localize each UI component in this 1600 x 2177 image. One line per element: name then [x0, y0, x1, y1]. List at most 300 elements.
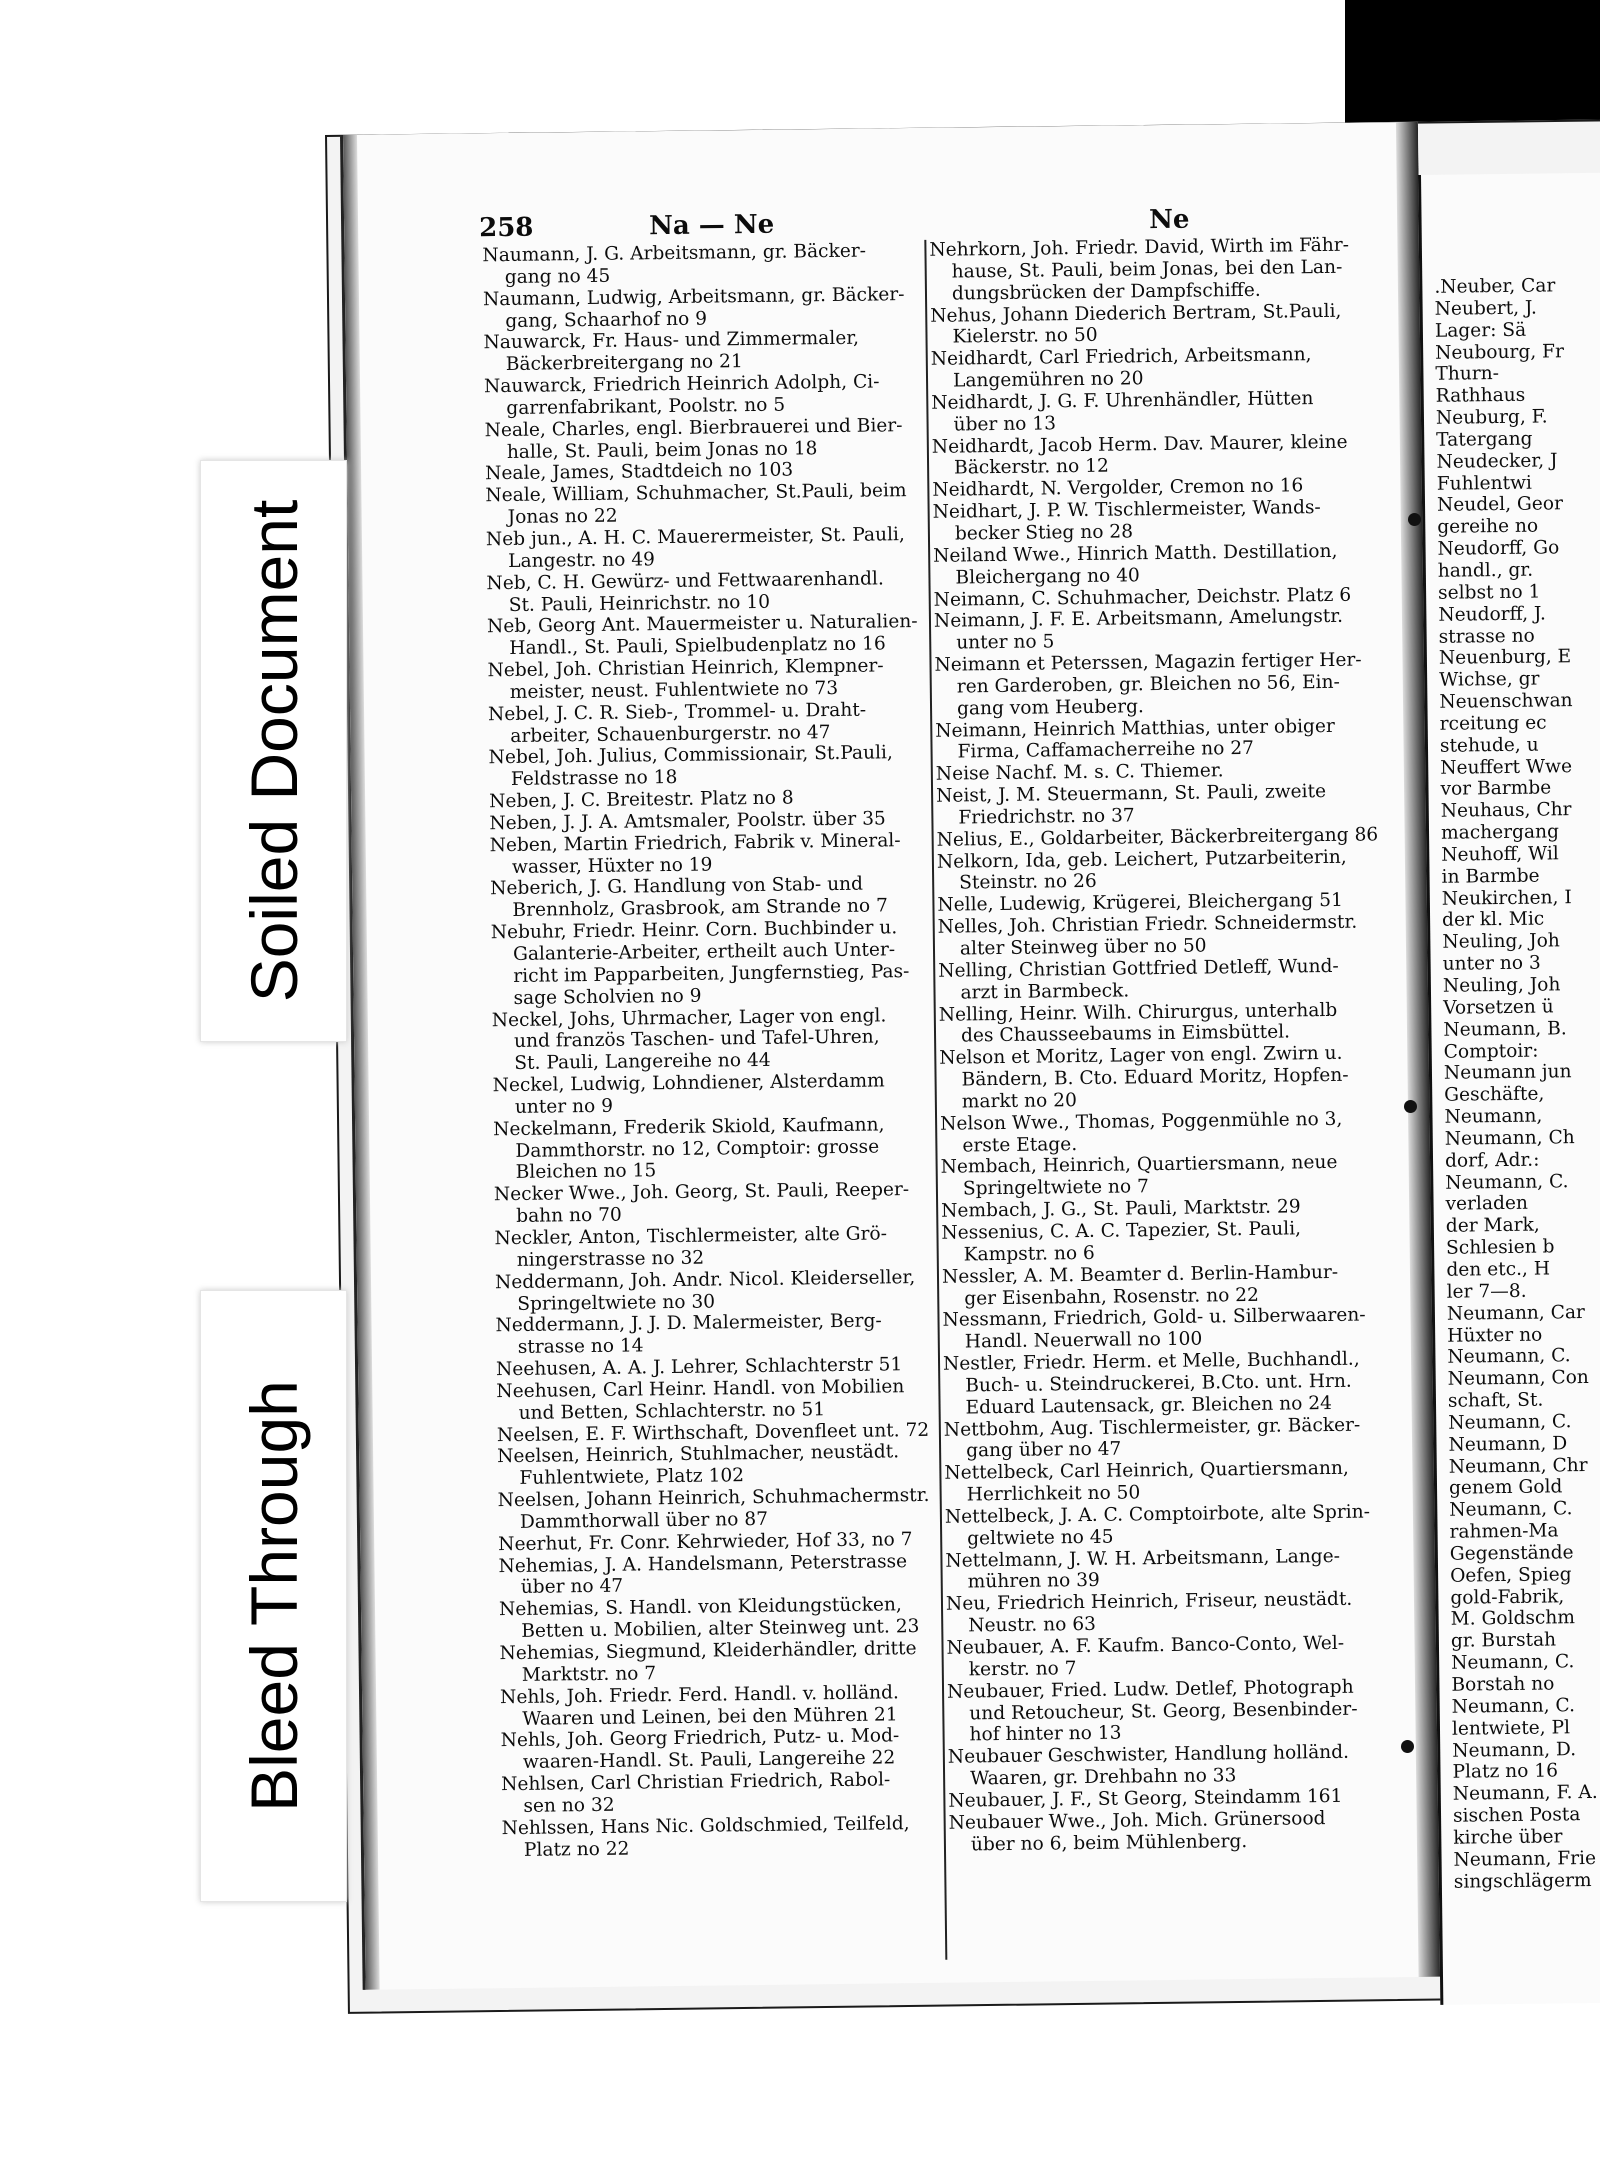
entry-name-line: Neimann, J. F. E. Arbeitsmann, Amelungstr. [933, 606, 1344, 633]
partial-entry-line: Neuenburg, E [1438, 646, 1572, 670]
partial-entry-line: Neumann, C. [1447, 1345, 1571, 1369]
partial-entry-line: selbst no 1 [1437, 581, 1541, 604]
entry-name-line: Nehus, Johann Diederich Bertram, St.Pauli, [930, 300, 1342, 327]
entry-name-line: Nelson Wwe., Thomas, Poggenmühle no 3, [939, 1108, 1343, 1135]
entry-continuation-line: Kielerstr. no 50 [952, 325, 1098, 348]
entry-continuation-line: gang, Schaarhof no 9 [505, 308, 708, 332]
entry-name-line: Neu, Friedrich Heinrich, Friseur, neustädt. [945, 1589, 1353, 1616]
directory-entry [495, 1266, 946, 1315]
partial-entry-line: Neumann, [1444, 1105, 1543, 1128]
entry-continuation-line: hause, St. Pauli, beim Jonas, bei den Lan- [951, 256, 1343, 283]
partial-entry-line: singschlägerm [1453, 1869, 1592, 1893]
directory-entry [945, 1501, 1400, 1550]
directory-entry [488, 698, 939, 747]
directory-entry [494, 1179, 945, 1228]
entry-continuation-line: Waaren und Leinen, bei den Mühren 21 [522, 1703, 898, 1730]
entry-continuation-line: markt no 20 [961, 1089, 1077, 1113]
entry-name-line: Neberich, J. G. Handlung von Stab- und [490, 874, 864, 900]
partial-entry-line: Neudorff, J. [1438, 603, 1547, 626]
partial-entry-line: verladen [1445, 1193, 1529, 1216]
entry-continuation-line: becker Stieg no 28 [954, 521, 1134, 545]
partial-entry-line: unter no 3 [1442, 952, 1541, 975]
partial-entry-line: Neumann, C. [1445, 1170, 1569, 1194]
entry-continuation-line: Handl., St. Pauli, Spielbudenplatz no 16 [509, 633, 886, 660]
entry-continuation-line: kerstr. no 7 [968, 1657, 1077, 1681]
entry-name-line: Nehemias, Siegmund, Kleiderhändler, dritte [499, 1638, 917, 1665]
partial-entry-line: Gegenstände [1449, 1542, 1574, 1565]
partial-entry-line: Neubert, J. [1434, 297, 1538, 320]
entry-name-line: Nettelbeck, Carl Heinrich, Quartiersmann, [944, 1458, 1349, 1484]
directory-entry [501, 1725, 952, 1774]
partial-entry-line: gr. Burstah [1450, 1629, 1557, 1653]
entry-continuation-line: hof hinter no 13 [969, 1722, 1122, 1746]
entry-continuation-line: über no 6, beim Mühlenberg. [970, 1830, 1248, 1856]
entry-continuation-line: meister, neust. Fuhlentwiete no 73 [509, 677, 839, 703]
partial-entry-line: Vorsetzen ü [1443, 996, 1554, 1019]
partial-entry-line: dorf, Adr.: [1444, 1149, 1540, 1172]
directory-entry [947, 1676, 1403, 1747]
entry-name-line: Neubauer, Fried. Ludw. Detlef, Photograph [946, 1676, 1354, 1703]
directory-entry [487, 655, 938, 704]
directory-entry [937, 846, 1392, 895]
directory-entry [949, 1807, 1404, 1856]
entry-continuation-line: Bleichergang no 40 [955, 564, 1140, 589]
entry-name-line: Nettelbeck, J. A. C. Comptoirbote, alte Sprin- [944, 1501, 1371, 1528]
directory-entry [945, 1545, 1400, 1594]
partial-entry-line: Neumann, C. [1451, 1651, 1575, 1674]
binding-hole [1404, 1100, 1417, 1113]
entry-continuation-line: Fuhlentwiete, Platz 102 [519, 1465, 745, 1490]
directory-entry [943, 1348, 1399, 1419]
partial-entry-line: Fuhlentwi [1436, 472, 1533, 495]
partial-entry-line: Neuhaus, Chr [1440, 799, 1572, 823]
partial-entry-line: lentwiete, Pl [1451, 1716, 1571, 1740]
directory-entry [936, 780, 1391, 829]
directory-entry [931, 387, 1386, 436]
entry-continuation-line: Bäckerbreitergang no 21 [505, 351, 743, 376]
entry-continuation-line: ren Garderoben, gr. Bleichen no 56, Ein- [956, 671, 1340, 698]
partial-entry-line: Neukirchen, I [1441, 886, 1572, 910]
partial-entry-line: Neumann, Chr [1448, 1454, 1588, 1478]
partial-entry-line: Neuhoff, Wil [1441, 843, 1559, 866]
running-head-left: Na — Ne [648, 209, 775, 242]
partial-entry-line: Neumann, C. [1451, 1695, 1576, 1718]
partial-entry-line: Neudel, Geor [1436, 493, 1564, 517]
running-head-right: Ne [1148, 204, 1190, 236]
partial-entry-line: Neumann jun [1443, 1061, 1572, 1085]
directory-entry [938, 955, 1393, 1004]
entry-name-line: Nessmann, Friedrich, Gold- u. Silberwaaren- [942, 1304, 1366, 1332]
entry-name-line: Neelsen, Heinrich, Stuhlmacher, neustädt. [497, 1441, 900, 1468]
entry-continuation-line: ger Eisenbahn, Rosenstr. no 22 [964, 1284, 1260, 1309]
partial-entry-line: ler 7—8. [1446, 1280, 1527, 1303]
entry-name-line: Neale, James, Stadtdeich no 103 [485, 459, 794, 485]
entry-name-line: Nehemias, J. A. Handelsmann, Peterstrasse [498, 1550, 908, 1577]
partial-entry-line: Wichse, gr [1439, 668, 1540, 691]
partial-entry-line: gereihe no [1437, 515, 1539, 539]
directory-column-partial [1434, 275, 1599, 1893]
directory-entry [485, 480, 936, 529]
entry-continuation-line: Brennholz, Grasbrook, am Strande no 7 [512, 895, 888, 922]
entry-name-line: Neise Nachf. M. s. C. Thiemer. [935, 760, 1224, 786]
entry-continuation-line: Kampstr. no 6 [963, 1242, 1095, 1266]
entry-name-line: Nehlssen, Hans Nic. Goldschmied, Teilfeld, [501, 1812, 910, 1839]
entry-continuation-line: Betten u. Mobilien, alter Steinweg unt. 23 [521, 1616, 920, 1643]
partial-entry-line: Neuffert Wwe [1440, 755, 1573, 779]
entry-name-line: Nauwarck, Fr. Haus- und Zimmermaler, [483, 328, 860, 354]
partial-entry-line: strasse no [1438, 625, 1535, 648]
partial-entry-line: rahmen-Ma [1449, 1520, 1559, 1543]
entry-continuation-line: waaren-Handl. St. Pauli, Langereihe 22 [522, 1747, 896, 1774]
entry-continuation-line: bahn no 70 [516, 1204, 622, 1228]
partial-entry-line: Borstah no [1451, 1673, 1555, 1696]
directory-entry [499, 1638, 950, 1687]
directory-entry [930, 300, 1385, 349]
entry-name-line: Nauwarck, Friedrich Heinrich Adolph, Ci- [483, 371, 880, 398]
entry-continuation-line: mühren no 39 [967, 1570, 1100, 1593]
partial-entry-line: Neuling, Joh [1442, 974, 1561, 997]
entry-continuation-line: garrenfabrikant, Poolstr. no 5 [506, 394, 786, 419]
directory-entry [944, 1457, 1399, 1506]
entry-name-line: Neckelmann, Frederik Skiold, Kaufmann, [493, 1114, 885, 1140]
entry-name-line: Neale, Charles, engl. Bierbrauerei und Bier- [484, 414, 903, 442]
soiled-document-label [200, 460, 347, 1042]
entry-continuation-line: unter no 5 [956, 631, 1055, 654]
directory-entry [933, 496, 1388, 545]
entry-name-line: Neubauer Geschwister, Handlung holländ. [947, 1742, 1350, 1768]
entry-continuation-line: Bäckerstr. no 12 [953, 456, 1109, 479]
entry-continuation-line: Steinstr. no 26 [959, 871, 1097, 894]
entry-continuation-line: Marktstr. no 7 [521, 1663, 657, 1686]
entry-continuation-line: geltwiete no 45 [967, 1526, 1114, 1550]
entry-name-line: Nestler, Friedr. Herm. et Melle, Buchhandl., [942, 1348, 1360, 1375]
entry-name-line: Nelle, Ludewig, Krügerei, Bleichergang 51 [937, 890, 1343, 917]
directory-entry [490, 873, 941, 922]
partial-entry-line: Neumann, Frie [1453, 1847, 1597, 1871]
entry-continuation-line: Bleichen no 15 [515, 1160, 657, 1184]
partial-entry-line: Hüxter no [1447, 1324, 1543, 1347]
directory-entry [500, 1681, 951, 1730]
directory-entry [501, 1769, 952, 1818]
directory-entry [934, 649, 1390, 720]
entry-name-line: Neidhardt, Carl Friedrich, Arbeitsmann, [930, 344, 1312, 371]
entry-continuation-line: Firma, Caffamacherreihe no 27 [957, 738, 1255, 763]
partial-entry-line: Neumann, C. [1449, 1498, 1573, 1521]
partial-entry-line: kirche über [1453, 1826, 1563, 1849]
directory-entry [491, 917, 942, 1010]
entry-continuation-line: Springeltwiete no 7 [962, 1176, 1149, 1200]
entry-name-line: Naumann, Ludwig, Arbeitsmann, gr. Bäcker- [482, 283, 905, 310]
partial-entry-line: Platz no 16 [1452, 1760, 1559, 1784]
directory-entry [931, 343, 1386, 392]
entry-continuation-line: Buch- u. Steindruckerei, B.Cto. unt. Hrn. [965, 1370, 1352, 1397]
partial-entry-line: gold-Fabrik, [1450, 1585, 1565, 1609]
partial-entry-line: Neumann, Ch [1444, 1127, 1575, 1150]
partial-entry-line: machergang [1440, 821, 1560, 844]
entry-continuation-line: Neustr. no 63 [968, 1614, 1097, 1637]
directory-entry [483, 327, 934, 376]
entry-continuation-line: St. Pauli, Heinrichstr. no 10 [508, 591, 771, 616]
partial-entry-line: Neumann, Con [1447, 1367, 1589, 1390]
entry-continuation-line: arzt in Barmbeck. [960, 980, 1130, 1004]
partial-entry-line: Thurn- [1435, 363, 1500, 386]
entry-continuation-line: wasser, Hüxter no 19 [511, 854, 713, 878]
partial-entry-line: Neumann, F. A. [1452, 1782, 1598, 1805]
entry-name-line: Neelsen, Johann Heinrich, Schuhmachermstr. [497, 1484, 930, 1512]
partial-entry-line: vor Barmbe [1440, 777, 1552, 801]
partial-entry-line: Lager: Sä [1434, 319, 1527, 342]
entry-continuation-line: gang no 45 [504, 265, 611, 288]
partial-entry-line: rceitung ec [1439, 712, 1547, 735]
partial-entry-line: stehude, u [1439, 734, 1539, 757]
entry-name-line: Nelling, Heinr. Wilh. Chirurgus, unterhalb [938, 999, 1338, 1026]
directory-entry [946, 1588, 1401, 1637]
entry-name-line: Neimann et Peterssen, Magazin fertiger Her- [934, 649, 1362, 676]
directory-entry [940, 1108, 1395, 1157]
directory-entry [494, 1223, 945, 1272]
entry-name-line: Neckel, Johs, Uhrmacher, Lager von engl. [491, 1004, 887, 1031]
directory-entry [499, 1594, 950, 1643]
entry-name-line: Neckler, Anton, Tischlermeister, alte Grö- [494, 1223, 888, 1250]
partial-entry-line: den etc., H [1446, 1258, 1551, 1281]
entry-name-line: Neubauer Wwe., Joh. Mich. Grünersood [948, 1807, 1326, 1834]
partial-entry-line: Comptoir: [1443, 1040, 1539, 1063]
entry-continuation-line: Springeltwiete no 30 [517, 1291, 716, 1315]
partial-entry-line: Tatergang [1436, 428, 1533, 451]
directory-entry [941, 1152, 1396, 1201]
entry-name-line: Neidhart, J. P. W. Tischlermeister, Wands- [932, 497, 1321, 523]
entry-name-line: Nehlsen, Carl Christian Friedrich, Rabol- [501, 1769, 891, 1796]
entry-continuation-line: Jonas no 22 [507, 505, 618, 529]
partial-entry-line: Neumann, D. [1452, 1738, 1577, 1762]
entry-name-line: Nettelmann, J. W. H. Arbeitsmann, Lange- [945, 1545, 1341, 1572]
partial-entry-line: handl., gr. [1437, 559, 1534, 582]
entry-continuation-line: und französ Taschen- und Tafel-Uhren, [513, 1026, 880, 1053]
directory-entry [496, 1376, 947, 1425]
entry-name-line: Nebel, Joh. Julius, Commissionair, St.Pauli, [488, 742, 893, 769]
directory-column-right [929, 234, 1404, 1856]
entry-name-line: Nehrkorn, Joh. Friedr. David, Wirth im Fähr- [929, 234, 1350, 261]
entry-name-line: Nembach, J. G., St. Pauli, Marktstr. 29 [941, 1196, 1301, 1222]
entry-name-line: Neben, J. C. Breitestr. Platz no 8 [489, 787, 794, 813]
bleed-through-label-text: Bleed Through [236, 1380, 311, 1812]
entry-name-line: Necker Wwe., Joh. Georg, St. Pauli, Reeper- [493, 1179, 910, 1206]
page-number: 258 [478, 212, 534, 244]
entry-continuation-line: Eduard Lautensack, gr. Bleichen no 24 [965, 1392, 1333, 1419]
directory-entry [498, 1485, 949, 1534]
entry-name-line: Nelkorn, Ida, geb. Leichert, Putzarbeiterin, [936, 846, 1347, 873]
directory-entry [484, 415, 935, 464]
entry-continuation-line: St. Pauli, Langereihe no 44 [514, 1050, 771, 1075]
directory-entry [939, 1042, 1395, 1113]
directory-entry [942, 1261, 1397, 1310]
directory-entry [942, 1305, 1397, 1354]
entry-name-line: Naumann, J. G. Arbeitsmann, gr. Bäcker- [482, 240, 867, 267]
entry-name-line: Nessler, A. M. Beamter d. Berlin-Hambur- [941, 1261, 1339, 1288]
entry-name-line: Neb, Georg Ant. Mauermeister u. Naturalien- [486, 611, 918, 638]
directory-entry [502, 1812, 953, 1861]
bleed-through-label [200, 1290, 347, 1902]
entry-name-line: Neckel, Ludwig, Lohndiener, Alsterdamm [492, 1070, 885, 1097]
entry-name-line: Neben, J. J. A. Amtsmaler, Poolstr. über 35 [489, 808, 886, 835]
entry-continuation-line: und Retoucheur, St. Georg, Besenbinder- [969, 1698, 1358, 1724]
entry-name-line: Neist, J. M. Steuermann, St. Pauli, zweite [935, 781, 1327, 807]
directory-entry [492, 1004, 943, 1075]
entry-name-line: Nebel, Joh. Christian Heinrich, Klempner- [487, 655, 884, 682]
partial-entry-line: Rathhaus [1435, 384, 1526, 408]
entry-continuation-line: Feldstrasse no 18 [510, 767, 678, 791]
directory-entry [939, 999, 1394, 1048]
partial-entry-line: der kl. Mic [1441, 908, 1545, 932]
entry-continuation-line: Handl. Neuerwall no 100 [964, 1328, 1203, 1353]
entry-name-line: Neelsen, E. F. Wirthschaft, Dovenfleet unt. 72 [496, 1419, 930, 1446]
directory-entry [493, 1113, 944, 1184]
entry-name-line: Neddermann, Joh. Andr. Nicol. Kleiderseller, [494, 1266, 916, 1293]
entry-continuation-line: unter no 9 [514, 1095, 614, 1118]
directory-entry [941, 1217, 1396, 1266]
directory-entry [948, 1741, 1403, 1790]
directory-column-left [482, 240, 952, 1862]
partial-entry-line: der Mark, [1445, 1214, 1540, 1238]
entry-name-line: Nelius, E., Goldarbeiter, Bäckerbreitergang 86 [936, 824, 1379, 851]
entry-name-line: Nehls, Joh. Friedr. Ferd. Handl. v. holländ. [499, 1681, 900, 1708]
directory-entry [488, 742, 939, 791]
partial-entry-line: Neuenschwan [1439, 690, 1573, 713]
entry-name-line: Nelson et Moritz, Lager von engl. Zwirn u. [939, 1043, 1343, 1069]
partial-entry-line: schaft, St. [1447, 1389, 1544, 1412]
partial-entry-line: Schlesien b [1445, 1236, 1555, 1259]
entry-continuation-line: sage Scholvien no 9 [513, 985, 702, 1009]
partial-entry-line: Geschäfte, [1444, 1083, 1545, 1106]
entry-continuation-line: über no 47 [520, 1576, 624, 1599]
directory-entry [946, 1632, 1401, 1681]
partial-entry-line: Neumann, D [1448, 1432, 1568, 1456]
entry-continuation-line: Langestr. no 49 [508, 548, 656, 572]
directory-entry [492, 1070, 943, 1119]
partial-entry-line: Oefen, Spieg [1449, 1564, 1572, 1587]
partial-entry-line: Neudecker, J [1436, 450, 1558, 473]
directory-entry [498, 1550, 949, 1599]
entry-continuation-line: Platz no 22 [523, 1838, 630, 1861]
directory-entry [935, 715, 1390, 764]
partial-entry-line: Neumann, Car [1446, 1301, 1585, 1325]
partial-entry-line: Neumann, C. [1448, 1411, 1572, 1434]
entry-continuation-line: gang über no 47 [966, 1438, 1122, 1462]
entry-continuation-line: Friedrichstr. no 37 [958, 805, 1135, 829]
partial-entry-line: .Neuber, Car [1434, 275, 1556, 298]
directory-entry [932, 431, 1387, 480]
directory-entry [933, 540, 1388, 589]
directory-entry [486, 567, 937, 616]
partial-entry-line: in Barmbe [1441, 865, 1540, 888]
entry-continuation-line: Dammthorwall über no 87 [519, 1508, 769, 1533]
entry-name-line: Nelles, Joh. Christian Friedr. Schneidermstr. [937, 911, 1358, 938]
partial-entry-line: sischen Posta [1452, 1804, 1581, 1827]
entry-continuation-line: erste Etage. [962, 1133, 1078, 1157]
entry-name-line: Neehusen, Carl Heinr. Handl. von Mobilien [496, 1376, 905, 1403]
entry-name-line: Neddermann, J. J. D. Malermeister, Berg- [495, 1310, 882, 1337]
entry-name-line: Neidhardt, Jacob Herm. Dav. Maurer, kleine [931, 431, 1348, 458]
directory-entry [929, 234, 1385, 305]
entry-continuation-line: und Betten, Schlachterstr. no 51 [518, 1398, 826, 1424]
entry-name-line: Neubauer, J. F., St Georg, Steindamm 161 [948, 1785, 1343, 1812]
entry-continuation-line: des Chausseebaums in Eimsbüttel. [960, 1021, 1291, 1047]
entry-continuation-line: strasse no 14 [517, 1335, 644, 1359]
partial-entry-line: Neumann, B. [1443, 1017, 1567, 1041]
directory-entry [486, 524, 937, 573]
entry-name-line: Neben, Martin Friedrich, Fabrik v. Mineral- [489, 829, 901, 857]
directory-entry [934, 606, 1389, 655]
entry-name-line: Nehemias, S. Handl. von Kleidungstücken, [498, 1594, 902, 1621]
entry-continuation-line: halle, St. Pauli, beim Jonas no 18 [506, 437, 818, 463]
entry-name-line: Neerhut, Fr. Conr. Kehrwieder, Hof 33, no 7 [498, 1528, 913, 1555]
partial-entry-line: Neubourg, Fr [1435, 340, 1565, 364]
partial-entry-line: Neudorff, Go [1437, 537, 1560, 560]
directory-entry [483, 283, 934, 332]
entry-name-line: Neimann, Heinrich Matthias, unter obiger [935, 715, 1335, 742]
partial-entry-line: M. Goldschm [1450, 1607, 1576, 1631]
entry-continuation-line: dungsbrücken der Dampfschiffe. [951, 279, 1261, 305]
directory-entry [490, 830, 941, 879]
entry-continuation-line: Herrlichkeit no 50 [966, 1482, 1141, 1506]
entry-name-line: Nehls, Joh. Georg Friedrich, Putz- u. Mod- [500, 1725, 900, 1752]
directory-entry [944, 1414, 1399, 1463]
partial-entry-line: Neuburg, F. [1435, 406, 1548, 429]
entry-name-line: Nebuhr, Friedr. Heinr. Corn. Buchbinder u. [490, 917, 898, 944]
entry-continuation-line: arbeiter, Schauenburgerstr. no 47 [510, 721, 831, 747]
entry-continuation-line: sen no 32 [523, 1794, 615, 1817]
directory-entry [938, 911, 1393, 960]
entry-name-line: Neale, William, Schuhmacher, St.Pauli, beim [485, 480, 907, 507]
entry-name-line: Nebel, J. C. R. Sieb-, Trommel- u. Draht- [487, 699, 867, 725]
entry-name-line: Nembach, Heinrich, Quartiersmann, neue [940, 1152, 1338, 1179]
entry-continuation-line: richt im Papparbeiten, Jungfernstieg, Pas- [513, 960, 910, 987]
entry-name-line: Neehusen, A. A. J. Lehrer, Schlachterstr 51 [495, 1354, 903, 1381]
entry-name-line: Neidhardt, J. G. F. Uhrenhändler, Hütten [931, 388, 1314, 414]
entry-name-line: Neb, C. H. Gewürz- und Fettwaarenhandl. [486, 568, 884, 594]
partial-entry-line: Neuling, Joh [1442, 930, 1560, 954]
entry-continuation-line: ningerstrasse no 32 [516, 1247, 705, 1271]
directory-entry [482, 240, 933, 289]
entry-continuation-line: gang vom Heuberg. [956, 695, 1144, 720]
partial-entry-line: genem Gold [1448, 1476, 1563, 1500]
directory-entry [495, 1310, 946, 1359]
entry-continuation-line: alter Steinweg über no 50 [959, 935, 1207, 960]
book-page-right-partial [1418, 173, 1600, 2005]
entry-continuation-line: über no 13 [953, 413, 1057, 436]
entry-name-line: Neidhardt, N. Vergolder, Cremon no 16 [932, 475, 1304, 502]
entry-continuation-line: Galanterie-Arbeiter, ertheilt auch Unter- [512, 939, 896, 965]
entry-name-line: Neimann, C. Schuhmacher, Deichstr. Platz 6 [933, 584, 1352, 611]
entry-name-line: Nessenius, C. A. C. Tapezier, St. Pauli, [941, 1218, 1302, 1244]
entry-name-line: Neubauer, A. F. Kaufm. Banco-Conto, Wel- [946, 1632, 1345, 1659]
book-page-left [340, 122, 1441, 1990]
entry-name-line: Nettbohm, Aug. Tischlermeister, gr. Bäcker- [943, 1414, 1361, 1441]
directory-entry [497, 1441, 948, 1490]
soiled-document-label-text: Soiled Document [236, 499, 311, 1003]
entry-continuation-line: Bändern, B. Cto. Eduard Moritz, Hopfen- [961, 1064, 1349, 1091]
binding-hole [1401, 1740, 1414, 1753]
entry-name-line: Neiland Wwe., Hinrich Matth. Destillation, [933, 540, 1338, 567]
entry-continuation-line: Langemühren no 20 [952, 368, 1144, 392]
entry-name-line: Nelling, Christian Gottfried Detleff, Wund- [938, 955, 1339, 982]
directory-entry [484, 371, 935, 420]
directory-entry [487, 611, 938, 660]
entry-continuation-line: Waaren, gr. Drehbahn no 33 [970, 1765, 1237, 1790]
entry-name-line: Neb jun., A. H. C. Mauerermeister, St. Pauli, [485, 524, 905, 551]
entry-continuation-line: Dammthorstr. no 12, Comptoir: grosse [515, 1136, 880, 1162]
binding-hole [1408, 513, 1421, 526]
